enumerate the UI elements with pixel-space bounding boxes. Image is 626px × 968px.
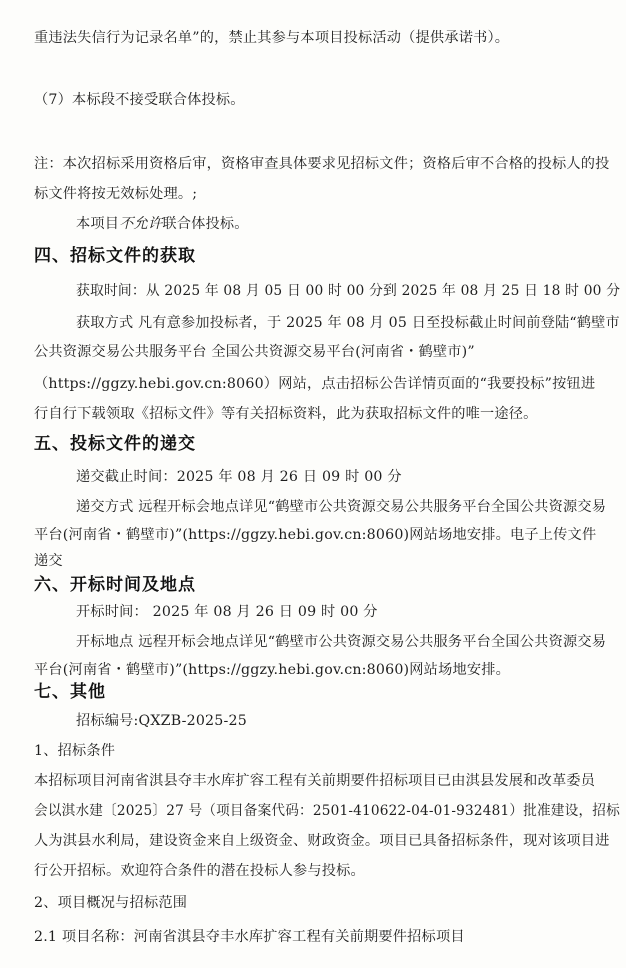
note-line-1: 注：本次招标采用资格后审，资格审查具体要求见招标文件；资格后审不合格的投标人的投 [34, 156, 610, 172]
subsection-2-title: 2、项目概况与招标范围 [34, 895, 188, 911]
note-line-2: 标文件将按无效标处理。; [34, 186, 198, 202]
bid-number: 招标编号:QXZB-2025-25 [76, 713, 247, 729]
section-4-method-line-2: 公共资源交易公共服务平台 全国公共资源交易平台(河南省・鹤壁市)” [34, 344, 475, 360]
item-7: （7）本标段不接受联合体投标。 [34, 92, 245, 108]
section-5-method-line-3: 递交 [34, 553, 63, 569]
section-5-deadline: 递交截止时间：2025 年 08 月 26 日 09 时 00 分 [76, 469, 402, 485]
section-6-title: 六、开标时间及地点 [34, 575, 196, 595]
section-5-title: 五、投标文件的递交 [34, 434, 196, 454]
section-4-method-line-1: 获取方式 凡有意参加投标者，于 2025 年 08 月 05 日至投标截止时间前登陆“鹤壁市 [76, 315, 620, 331]
subsection-2-1: 2.1 项目名称：河南省淇县夺丰水库扩容工程有关前期要件招标项目 [34, 929, 465, 945]
section-4-method-line-3: （https://ggzy.hebi.gov.cn:8060）网站，点击招标公告详情页面的“我要投标”按钮进 [34, 376, 596, 392]
subsection-1-line-3: 人为淇县水利局，建设资金来自上级资金、财政资金。项目已具备招标条件，现对该项目进 [34, 833, 610, 849]
section-5-method-line-2: 平台(河南省・鹤壁市)”(https://ggzy.hebi.gov.cn:8060)网站场地安排。电子上传文件 [34, 527, 597, 543]
section-4-time: 获取时间：从 2025 年 08 月 05 日 00 时 00 分到 2025 年 08 月 25 日 18 时 00 分 [76, 283, 621, 299]
consortium-emphasis: 不允许 [119, 216, 163, 232]
section-6-place-line-1: 开标地点 远程开标会地点详见“鹤壁市公共资源交易公共服务平台全国公共资源交易 [76, 634, 607, 650]
consortium-note [76, 214, 249, 234]
section-7-title: 七、其他 [34, 682, 106, 702]
consortium-prefix: 本项目 [76, 216, 120, 232]
section-5-method-line-1: 递交方式 远程开标会地点详见“鹤壁市公共资源交易公共服务平台全国公共资源交易 [76, 499, 607, 515]
section-4-method-line-4: 行自行下载领取《招标文件》等有关招标资料，此为获取招标文件的唯一途径。 [34, 406, 538, 422]
section-6-time: 开标时间： 2025 年 08 月 26 日 09 时 00 分 [76, 604, 378, 620]
subsection-1-line-1: 本招标项目河南省淇县夺丰水库扩容工程有关前期要件招标项目已由淇县发展和改革委员 [34, 773, 596, 789]
intro-line-1: 重违法失信行为记录名单”的，禁止其参与本项目投标活动（提供承诺书）。 [34, 30, 510, 46]
subsection-1-title: 1、招标条件 [34, 743, 116, 759]
section-6-place-line-2: 平台(河南省・鹤壁市)”(https://ggzy.hebi.gov.cn:8060)网站场地安排。 [34, 662, 511, 678]
subsection-1-line-4: 行公开招标。欢迎符合条件的潜在投标人参与投标。 [34, 863, 365, 879]
section-4-title: 四、招标文件的获取 [34, 246, 196, 266]
consortium-suffix: 联合体投标。 [162, 216, 249, 232]
subsection-1-line-2: 会以淇水建〔2025〕27 号（项目备案代码：2501-410622-04-01-932481）批准建设，招标 [34, 803, 620, 819]
